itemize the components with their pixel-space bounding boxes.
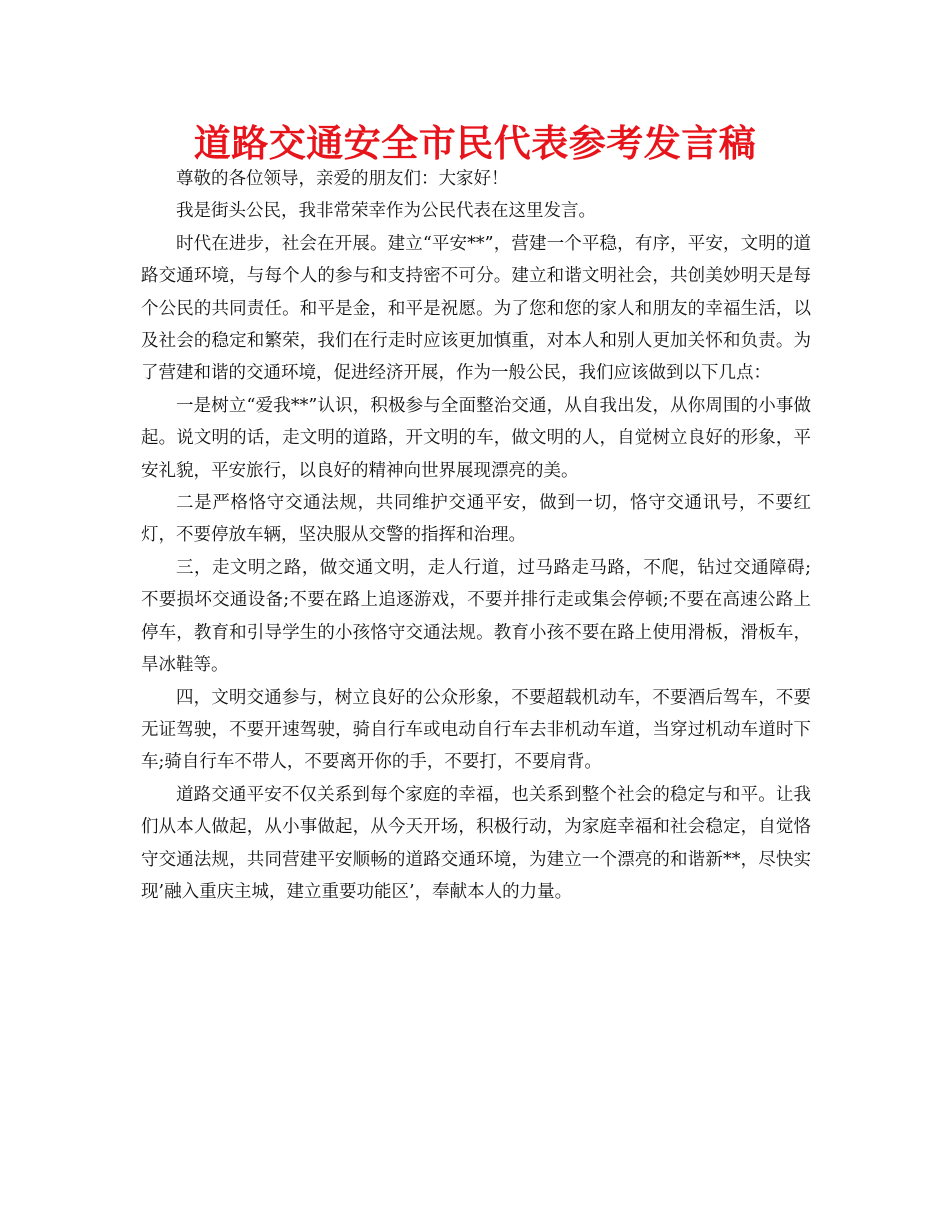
paragraph-point-two: 二是严格恪守交通法规，共同维护交通平安，做到一切，恪守交通讯号，不要红灯，不要停放车辆，坚决服从交警的指挥和治理。	[141, 493, 811, 546]
paragraph-point-one: 一是树立“爱我**”认识，积极参与全面整治交通，从自我出发，从你周围的小事做起。说文明的话，走文明的道路，开文明的车，做文明的人，自觉树立良好的形象，平安礼貌，平安旅行，以良好的精神向世界展现漂亮的美。	[141, 395, 811, 481]
paragraph-point-four: 四，文明交通参与，树立良好的公众形象，不要超载机动车，不要酒后驾车，不要无证驾驶，不要开速驾驶，骑自行车或电动自行车去非机动车道，当穿过机动车道时下车;骑自行车不带人，不要离开你的手，不要打，不要肩背。	[141, 687, 811, 773]
paragraph-greeting: 尊敬的各位领导，亲爱的朋友们：大家好！	[176, 169, 509, 189]
paragraph-context: 时代在进步，社会在开展。建立“平安**”，营建一个平稳，有序，平安，文明的道路交通环境，与每个人的参与和支持密不可分。建立和谐文明社会，共创美妙明天是每个公民的共同责任。和平是金，和平是祝愿。为了您和您的家人和朋友的幸福生活，以及社会的稳定和繁荣，我们在行走时应该更加慎重，对本人和别人更加关怀和负责。为了营建和谐的交通环境，促进经济开展，作为一般公民，我们应该做到以下几点：	[141, 233, 811, 384]
document-body	[141, 163, 811, 908]
paragraph-intro: 我是街头公民，我非常荣幸作为公民代表在这里发言。	[176, 201, 596, 222]
paragraph-point-three: 三，走文明之路，做交通文明，走人行道，过马路走马路，不爬，钻过交通障碍;不要损坏交通设备;不要在路上追逐游戏，不要并排行走或集会停顿;不要在高速公路上停车，教育和引导学生的小孩恪守交通法规。教育小孩不要在路上使用滑板，滑板车，旱冰鞋等。	[141, 557, 811, 676]
document-title: 道路交通安全市民代表参考发言稿	[193, 122, 757, 165]
paragraph-conclusion: 道路交通平安不仅关系到每个家庭的幸福，也关系到整个社会的稳定与和平。让我们从本人做起，从小事做起，从今天开场，积极行动，为家庭幸福和社会稳定，自觉恪守交通法规，共同营建平安顺畅的道路交通环境，为建立一个漂亮的和谐新**，尽快实现’融入重庆主城，建立重要功能区’，奉献本人的力量。	[141, 784, 811, 902]
